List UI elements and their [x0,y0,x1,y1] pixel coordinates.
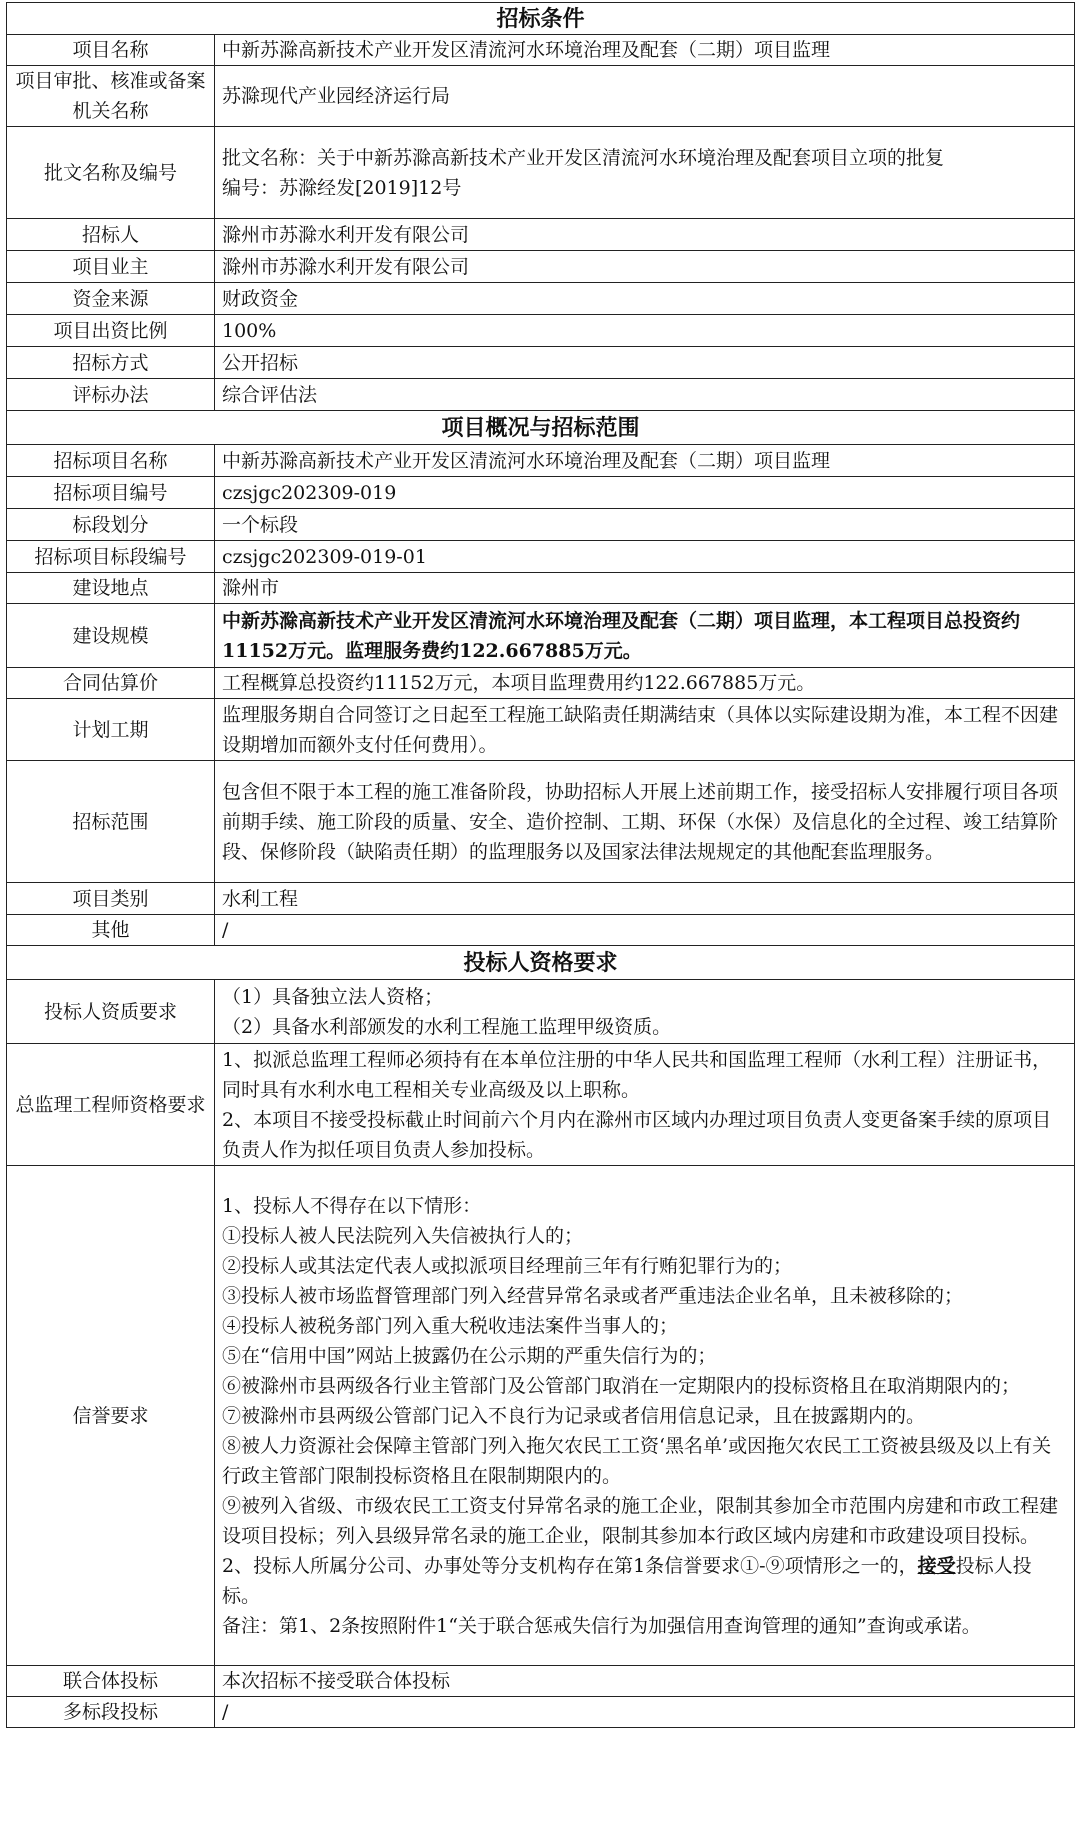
row-label: 项目类别 [7,883,215,915]
row-value [215,1044,1075,1166]
row-value: 一个标段 [215,509,1075,541]
row-value [215,127,1075,219]
tender-table [6,2,1075,1728]
table-row [7,668,1075,699]
row-label: 项目审批、核准或备案机关名称 [7,66,215,127]
row-label: 项目名称 [7,35,215,66]
table-row [7,915,1075,946]
row-value: 水利工程 [215,883,1075,915]
table-row [7,699,1075,761]
table-row [7,1166,1075,1666]
credit-item: ①投标人被人民法院列入失信被执行人的； [222,1224,584,1247]
row-value: 苏滁现代产业园经济运行局 [215,66,1075,127]
row-value: / [215,1697,1075,1728]
table-row [7,219,1075,251]
row-value: 本次招标不接受联合体投标 [215,1666,1075,1697]
credit-item: ②投标人或其法定代表人或拟派项目经理前三年有行贿犯罪行为的； [222,1254,793,1277]
section-title: 投标人资格要求 [7,946,1075,980]
row-value: / [215,915,1075,946]
table-row [7,127,1075,219]
table-row [7,251,1075,283]
row-value: 综合评估法 [215,379,1075,411]
table-row [7,1697,1075,1728]
row-value: 滁州市苏滁水利开发有限公司 [215,219,1075,251]
row-value: 监理服务期自合同签订之日起至工程施工缺陷责任期满结束（具体以实际建设期为准，本工程不因建设期增加而额外支付任何费用）。 [215,699,1075,761]
credit-item: ⑤在“信用中国”网站上披露仍在公示期的严重失信行为的； [222,1344,717,1367]
row-label: 信誉要求 [7,1166,215,1666]
table-row [7,283,1075,315]
credit-item: 1、投标人不得存在以下情形： [222,1194,482,1217]
credit-item: ④投标人被税务部门列入重大税收违法案件当事人的； [222,1314,679,1337]
table-row [7,66,1075,127]
row-value: czsjgc202309-019-01 [215,541,1075,573]
row-label: 招标项目编号 [7,477,215,509]
row-label: 招标项目标段编号 [7,541,215,573]
row-value: 中新苏滁高新技术产业开发区清流河水环境治理及配套（二期）项目监理 [215,445,1075,477]
row-label: 项目业主 [7,251,215,283]
table-row [7,477,1075,509]
row-label: 项目出资比例 [7,315,215,347]
row-label: 总监理工程师资格要求 [7,1044,215,1166]
table-row [7,1044,1075,1166]
requirement-item: 1、拟派总监理工程师必须持有在本单位注册的中华人民共和国监理工程师（水利工程）注册证书，同时具有水利水电工程相关专业高级及以上职称。 [222,1048,1052,1101]
credit-item: ⑥被滁州市县两级各行业主管部门及公管部门取消在一定期限内的投标资格且在取消期限内的； [222,1374,1021,1397]
row-label: 投标人资质要求 [7,980,215,1044]
section-header [7,411,1075,445]
approval-doc-number: 编号：苏滁经发[2019]12号 [222,176,462,199]
row-label: 招标项目名称 [7,445,215,477]
requirement-item: 2、本项目不接受投标截止时间前六个月内在滁州市区域内办理过项目负责人变更备案手续的原项目负责人作为拟任项目负责人参加投标。 [222,1108,1052,1161]
credit-item: ⑧被人力资源社会保障主管部门列入拖欠农民工工资‘黑名单’或因拖欠农民工工资被县级及以上有关行政主管部门限制投标资格且在限制期限内的。 [222,1434,1052,1487]
table-row [7,573,1075,604]
row-value: czsjgc202309-019 [215,477,1075,509]
credit-note: 备注：第1、2条按照附件1“关于联合惩戒失信行为加强信用查询管理的通知”查询或承诺。 [222,1614,981,1637]
table-row [7,541,1075,573]
table-row [7,980,1075,1044]
section-title: 项目概况与招标范围 [7,411,1075,445]
row-value [215,1166,1075,1666]
table-row [7,347,1075,379]
qualification-item: （2）具备水利部颁发的水利工程施工监理甲级资质。 [222,1015,672,1038]
row-label: 计划工期 [7,699,215,761]
approval-doc-name: 批文名称：关于中新苏滁高新技术产业开发区清流河水环境治理及配套项目立项的批复 [222,146,945,169]
table-row [7,315,1075,347]
row-label: 联合体投标 [7,1666,215,1697]
credit-item-branch [222,1551,1067,1611]
row-value: 工程概算总投资约11152万元，本项目监理费用约122.667885万元。 [215,668,1075,699]
row-value: 滁州市苏滁水利开发有限公司 [215,251,1075,283]
table-row [7,1666,1075,1697]
row-label: 招标方式 [7,347,215,379]
table-row [7,35,1075,66]
row-label: 标段划分 [7,509,215,541]
row-label: 评标办法 [7,379,215,411]
row-label: 招标人 [7,219,215,251]
row-value [215,980,1075,1044]
table-row [7,883,1075,915]
row-label: 建设地点 [7,573,215,604]
row-value: 滁州市 [215,573,1075,604]
row-label: 招标范围 [7,761,215,883]
table-row [7,379,1075,411]
table-row [7,761,1075,883]
table-row [7,509,1075,541]
section-title: 招标条件 [7,3,1075,35]
table-row [7,445,1075,477]
row-value: 100% [215,315,1075,347]
row-label: 建设规模 [7,604,215,668]
row-value: 包含但不限于本工程的施工准备阶段，协助招标人开展上述前期工作，接受招标人安排履行项目各项前期手续、施工阶段的质量、安全、造价控制、工期、环保（水保）及信息化的全过程、竣工结算阶段、保修阶段（缺陷责任期）的监理服务以及国家法律法规规定的其他配套监理服务。 [215,761,1075,883]
row-value: 中新苏滁高新技术产业开发区清流河水环境治理及配套（二期）项目监理 [215,35,1075,66]
credit-branch-tail: 投标人投标。 [222,1554,1032,1607]
table-row [7,604,1075,668]
credit-emphasis: 接受 [917,1554,956,1577]
section-header [7,946,1075,980]
row-value: 财政资金 [215,283,1075,315]
qualification-item: （1）具备独立法人资格； [222,985,444,1008]
row-value: 中新苏滁高新技术产业开发区清流河水环境治理及配套（二期）项目监理，本工程项目总投资约11152万元。监理服务费约122.667885万元。 [215,604,1075,668]
section-header [7,3,1075,35]
row-label: 其他 [7,915,215,946]
credit-item: ⑦被滁州市县两级公管部门记入不良行为记录或者信用信息记录，且在披露期内的。 [222,1404,926,1427]
credit-item: ⑨被列入省级、市级农民工工资支付异常名录的施工企业，限制其参加全市范围内房建和市政工程建设项目投标；列入县级异常名录的施工企业，限制其参加本行政区域内房建和市政建设项目投标。 [222,1494,1059,1547]
row-label: 资金来源 [7,283,215,315]
row-label: 批文名称及编号 [7,127,215,219]
credit-item: ③投标人被市场监督管理部门列入经营异常名录或者严重违法企业名单，且未被移除的； [222,1284,964,1307]
row-label: 合同估算价 [7,668,215,699]
row-label: 多标段投标 [7,1697,215,1728]
credit-branch-text: 2、投标人所属分公司、办事处等分支机构存在第1条信誉要求①-⑨项情形之一的， [222,1554,918,1577]
row-value: 公开招标 [215,347,1075,379]
